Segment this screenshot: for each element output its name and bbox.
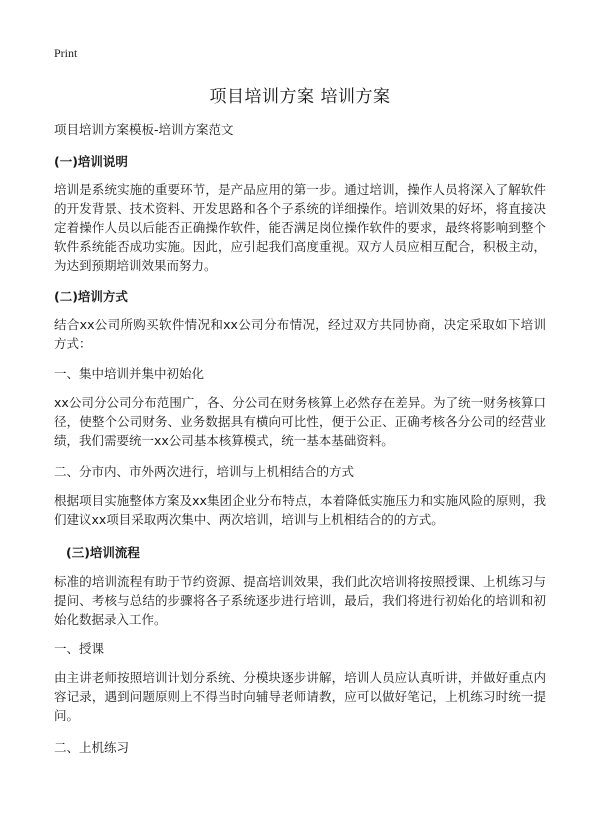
subsection-paragraph-two-rounds: 根据项目实施整体方案及xx集团企业分布特点，本着降低实施压力和实施风险的原则，我们建议xx项目采取两次集中、两次培训，培训与上机相结合的的方式。 [54,493,546,527]
subsection-paragraph-centralized-training: xx公司分公司分布范围广，各、分公司在财务核算上必然存在差异。为了统一财务核算口径，使整个公司财务、业务数据具有横向可比性，便于公正、正确考核各分公司的经营业绩，我们需要统一xx公司基本核算模式，统一基本基础资料。 [54,395,546,448]
document-subtitle: 项目培训方案模板-培训方案范文 [54,122,234,137]
subsection-heading-hands-on-practice: 二、上机练习 [54,740,130,755]
section-heading-training-description: (一)培训说明 [54,154,128,169]
section-paragraph-training-process: 标准的培训流程有助于节约资源、提高培训效果，我们此次培训将按照授课、上机练习与提问、考核与总结的步骤将各子系统逐步进行培训，最后，我们将进行初始化的培训和初始化数据录入工作。 [54,574,546,627]
print-label[interactable]: Print [54,46,78,60]
subsection-heading-lecture: 一、授课 [54,641,105,656]
subsection-paragraph-lecture: 由主讲老师按照培训计划分系统、分模块逐步讲解，培训人员应认真听讲，并做好重点内容记录，遇到问题原则上不得当时向辅导老师请教，应可以做好笔记，上机练习时统一提问。 [54,670,546,723]
section-heading-training-method: (二)培训方式 [54,289,128,304]
subsection-heading-centralized-training: 一、集中培训并集中初始化 [54,366,205,381]
subsection-heading-two-rounds: 二、分市内、市外两次进行，培训与上机相结合的方式 [54,464,355,479]
section-paragraph-training-description: 培训是系统实施的重要环节，是产品应用的第一步。通过培训，操作人员将深入了解软件的开发背景、技术资料、开发思路和各个子系统的详细操作。培训效果的好坏，将直接决定着操作人员以后能否正确操作软件，能否满足岗位操作软件的要求，最终将影响到整个软件系统能否成功实施。因此，应引起我们高度重视。双方人员应相互配合，积极主动，为达到预期培训效果而努力。 [54,182,546,273]
section-heading-training-process: (三)培训流程 [66,545,140,560]
section-paragraph-training-method: 结合xx公司所购买软件情况和xx公司分布情况，经过双方共同协商，决定采取如下培训方式： [54,317,546,351]
page-title: 项目培训方案 培训方案 [209,87,391,107]
